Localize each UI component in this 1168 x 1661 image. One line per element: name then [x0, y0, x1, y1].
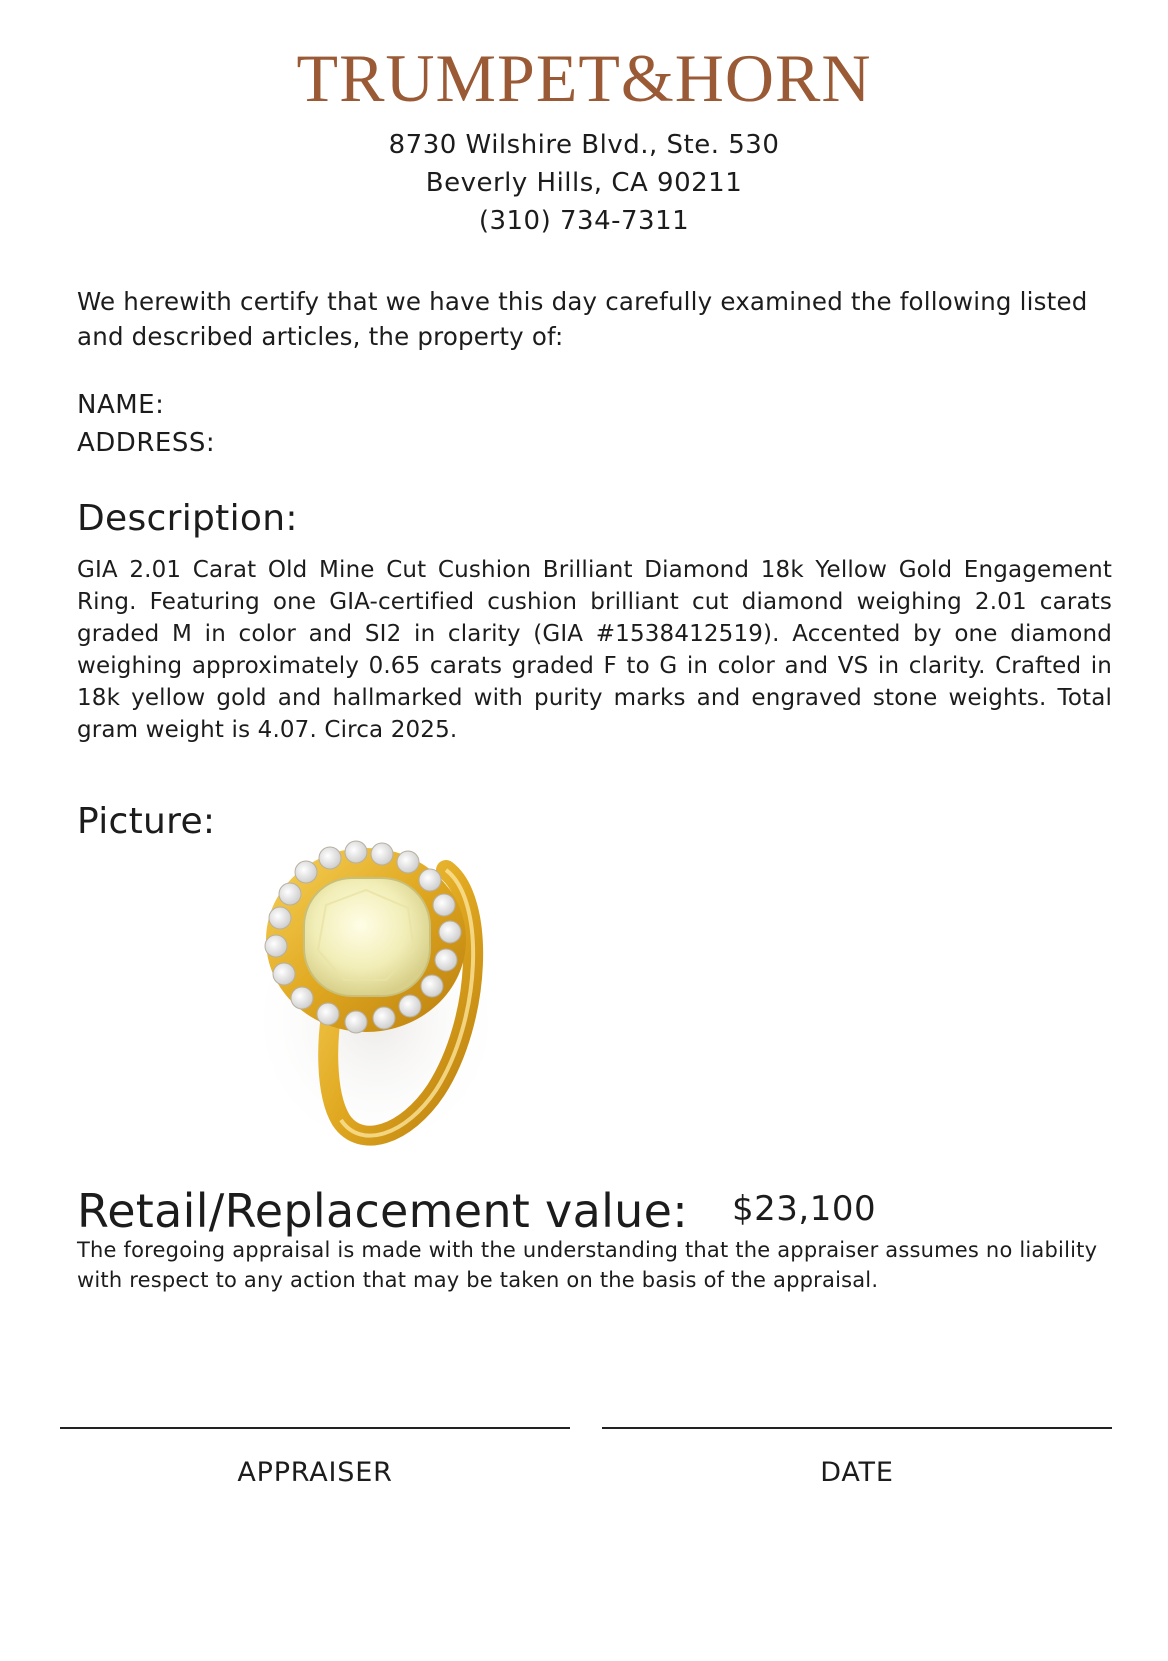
name-field-label: NAME: [77, 390, 165, 420]
date-label: DATE [820, 1457, 894, 1488]
disclaimer-text: The foregoing appraisal is made with the understanding that the appraiser assumes no liability with respect to any action that may be taken on the basis of the appraisal. [77, 1238, 1098, 1292]
ring-image [236, 820, 506, 1160]
appraiser-signature-line [60, 1427, 570, 1429]
date-signature-line [602, 1427, 1112, 1429]
address-field-label: ADDRESS: [77, 428, 216, 458]
retail-value-label: Retail/Replacement value: [77, 1184, 689, 1238]
picture-heading: Picture: [77, 801, 216, 842]
address-line-1: 8730 Wilshire Blvd., Ste. 530 [388, 130, 780, 160]
description-heading: Description: [77, 498, 298, 539]
retail-value-amount: $23,100 [732, 1189, 877, 1229]
brand-logo: TRUMPET&HORN [296, 40, 872, 116]
description-text: GIA 2.01 Carat Old Mine Cut Cushion Brilliant Diamond 18k Yellow Gold Engagement Ring. Featuring one GIA-certified cushion brilliant cut diamond weighing 2.01 carats graded M in color and SI2 in clarity (GIA #1538412519). Accented by one diamond weighing approximately 0.65 carats graded F to G in color and VS in clarity. Crafted in 18k yellow gold and hallmarked with purity marks and engraved stone weights. Total gram weight is 4.07. Circa 2025. [77, 557, 1112, 743]
appraiser-label: APPRAISER [237, 1457, 393, 1488]
address-line-2: Beverly Hills, CA 90211 [425, 168, 743, 198]
phone-number: (310) 734-7311 [478, 206, 690, 236]
certification-intro: We herewith certify that we have this day carefully examined the following listed and described articles, the property of: [77, 287, 1088, 351]
